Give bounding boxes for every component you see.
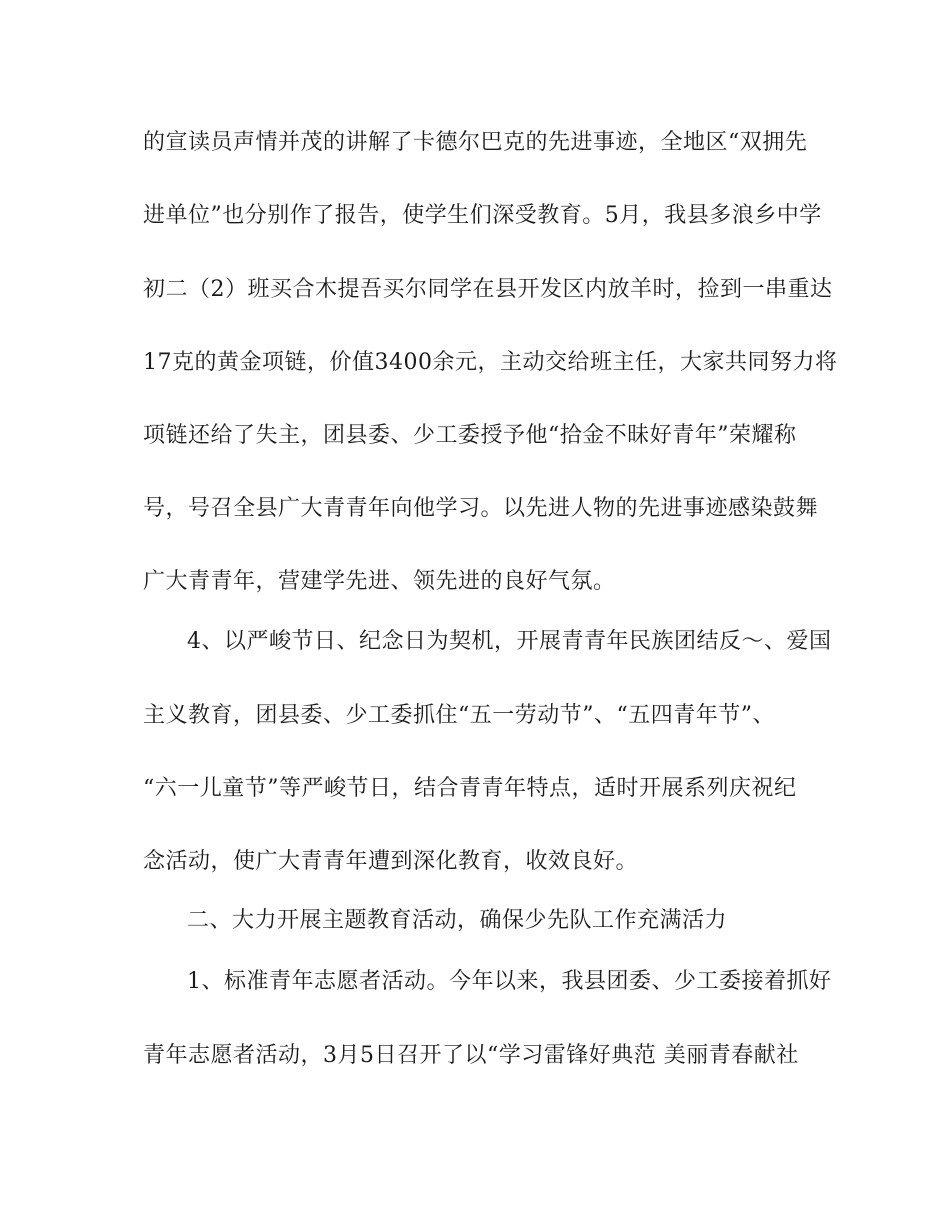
text-line-4: 17克的黄金项链，价值3400余元，主动交给班主任，大家共同努力将 [143, 350, 838, 375]
paragraph-4-start: 4、以严峻节日、纪念日为契机，开展青青年民族团结反～、爱国 [187, 629, 832, 654]
section-heading-2: 二、大力开展主题教育活动，确保少先队工作充满活力 [187, 908, 728, 933]
text-line-9: 主义教育，团县委、少工委抓住“五一劳动节”、“五四青年节”、 [143, 703, 775, 728]
text-line-7: 广大青青年，营建学先进、领先进的良好气氛。 [143, 569, 616, 594]
text-line-1: 的宣读员声情并茂的讲解了卡德尔巴克的先进事迹，全地区“双拥先 [143, 130, 808, 155]
text-line-5: 项链还给了失主，团县委、少工委授予他“拾金不昧好青年”荣耀称 [143, 423, 797, 448]
text-line-14: 青年志愿者活动，3月5日召开了以“学习雷锋好典范 美丽青春献社 [143, 1043, 799, 1068]
paragraph-1-start: 1、标准青年志愿者活动。今年以来，我县团委、少工委接着抓好 [187, 969, 832, 994]
text-line-6: 号，号召全县广大青青年向他学习。以先进人物的先进事迹感染鼓舞 [143, 496, 819, 521]
text-line-3: 初二（2）班买合木提吾买尔同学在县开发区内放羊时，捡到一串重达 [143, 277, 833, 302]
text-line-10: “六一儿童节”等严峻节日，结合青青年特点，适时开展系列庆祝纪 [143, 776, 797, 801]
text-line-2: 进单位”也分别作了报告，使学生们深受教育。5月，我县多浪乡中学 [143, 203, 822, 228]
text-line-11: 念活动，使广大青青年遭到深化教育，收效良好。 [143, 849, 639, 874]
